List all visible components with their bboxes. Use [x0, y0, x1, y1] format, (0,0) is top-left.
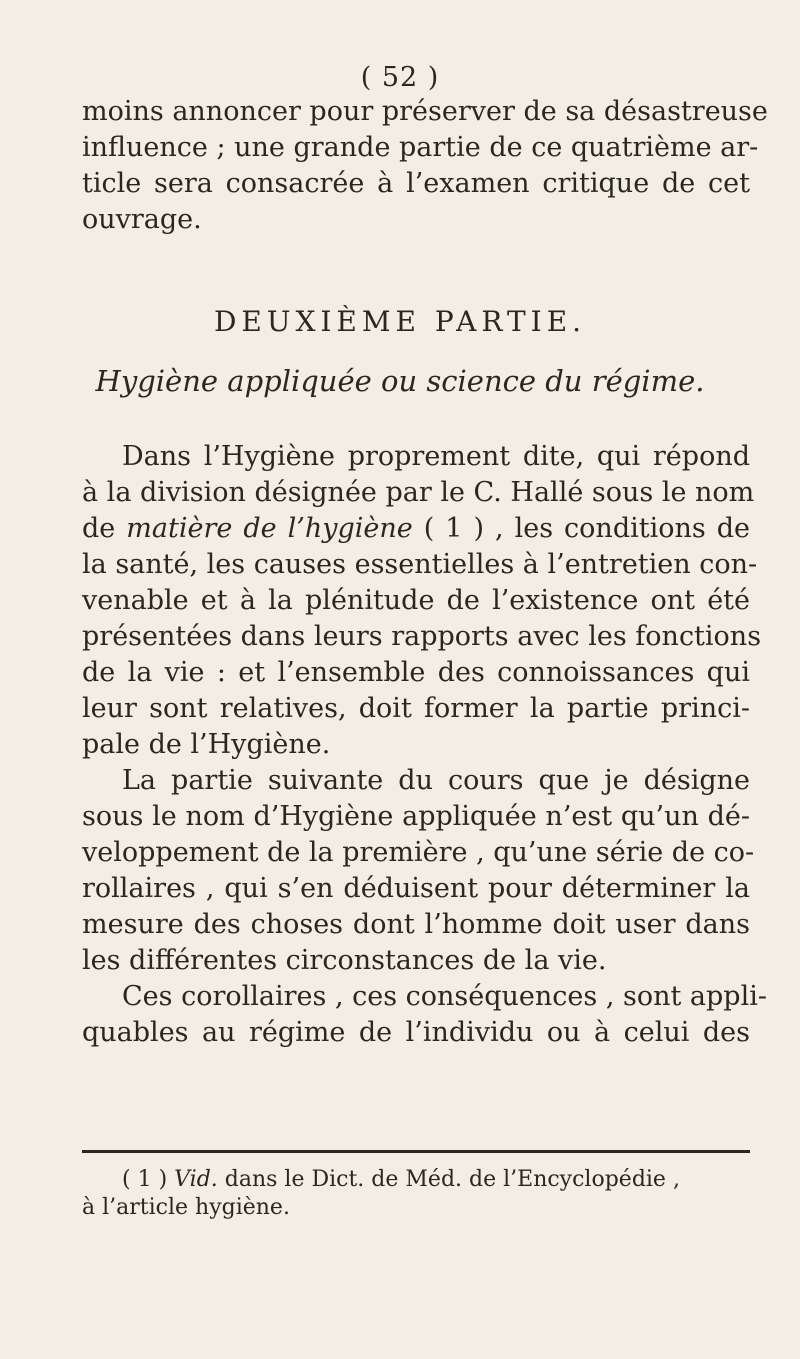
text-line: la santé, les causes essentielles à l’entretien con-	[82, 549, 758, 580]
text-line: ticle sera consacrée à l’examen critique de cet	[82, 168, 750, 199]
text-run: de	[82, 513, 127, 544]
text-line: mesure des choses dont l’homme doit user dans	[82, 909, 750, 940]
footnote-marker: ( 1 )	[122, 1167, 175, 1192]
footnote-vid: Vid.	[174, 1167, 218, 1192]
footnote-line: à l’article hygiène.	[82, 1195, 290, 1220]
part-subtitle: Hygiène appliquée ou science du régime.	[95, 364, 705, 398]
text-line: pale de l’Hygiène.	[82, 729, 331, 760]
text-line: La partie suivante du cours que je désigne	[122, 765, 750, 796]
footnote-line	[82, 1166, 750, 1194]
text-line: venable et à la plénitude de l’existence ont été	[82, 585, 750, 616]
text-line: Dans l’Hygiène proprement dite, qui répond	[122, 441, 750, 472]
text-line: leur sont relatives, doit former la partie princi-	[82, 693, 750, 724]
text-line: les différentes circonstances de la vie.	[82, 945, 607, 976]
text-line: présentées dans leurs rapports avec les fonctions	[82, 621, 762, 652]
part-heading: DEUXIÈME PARTIE.	[213, 305, 587, 338]
text-line: moins annoncer pour préserver de sa désastreuse	[82, 96, 768, 127]
text-line: quables au régime de l’individu ou à celui des	[82, 1017, 750, 1048]
text-line-with-italic	[82, 512, 750, 546]
text-line: ouvrage.	[82, 204, 202, 235]
text-line: sous le nom d’Hygiène appliquée n’est qu’un dé-	[82, 801, 750, 832]
text-run: ( 1 ) , les conditions de	[412, 513, 750, 544]
footnote	[82, 1166, 750, 1222]
text-line: Ces corollaires , ces conséquences , sont appli-	[122, 981, 767, 1012]
text-line: de la vie : et l’ensemble des connoissances qui	[82, 657, 750, 688]
italic-term: matière de l’hygiène	[126, 513, 413, 544]
text-line: rollaires , qui s’en déduisent pour déterminer la	[82, 873, 750, 904]
footnote-text: dans le Dict. de Méd. de l’Encyclopédie ,	[217, 1167, 680, 1192]
footnote-divider	[82, 1150, 750, 1153]
page-number: ( 52 )	[360, 62, 440, 93]
text-line: veloppement de la première , qu’une série de co-	[82, 837, 755, 868]
text-line: influence ; une grande partie de ce quatrième ar-	[82, 132, 759, 163]
text-line: à la division désignée par le C. Hallé sous le nom	[82, 477, 755, 508]
